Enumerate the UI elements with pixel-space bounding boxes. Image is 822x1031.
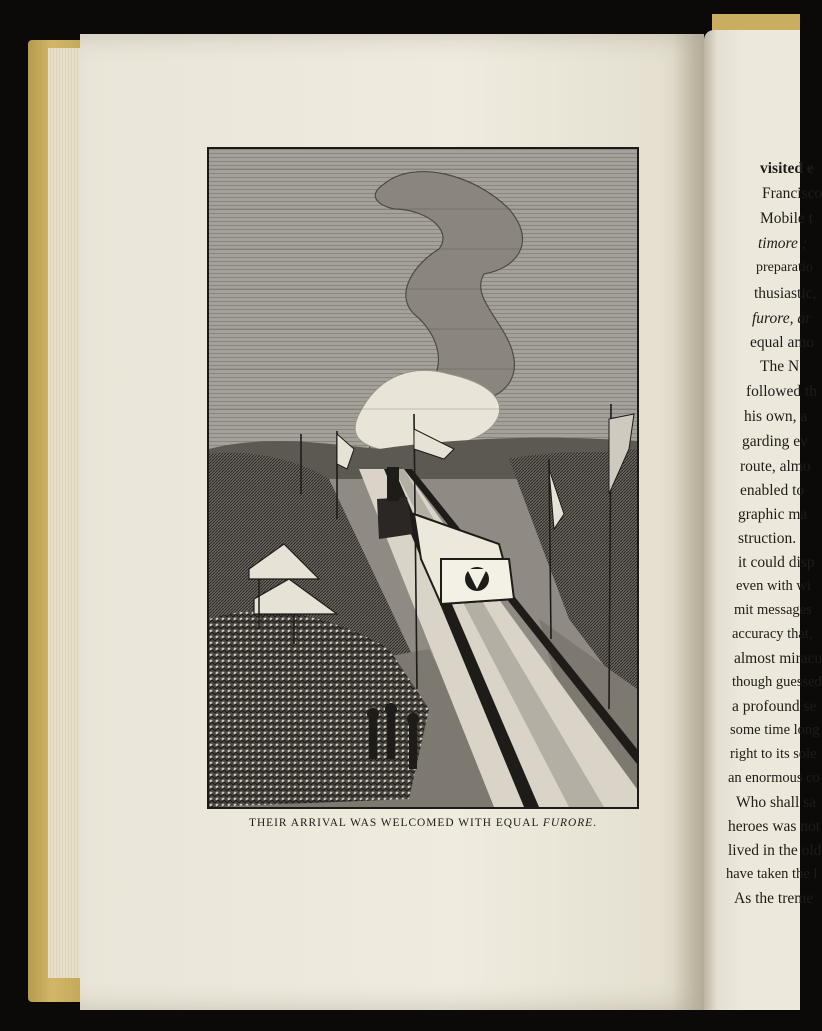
text-line: Mobile t — [760, 210, 813, 227]
text-line: equal amo — [750, 334, 815, 351]
text-line: his own, a — [744, 408, 808, 425]
text-line: The N — [760, 358, 800, 375]
text-line: some time long — [730, 722, 820, 738]
caption-emphasis: FURORE — [542, 817, 594, 829]
text-line: Who shall sa — [736, 794, 817, 811]
text-line: mit messages — [734, 602, 812, 618]
text-line: heroes was not — [728, 818, 821, 835]
text-line: almost miracu — [734, 650, 822, 667]
engraving-illustration — [207, 147, 639, 809]
right-page-text — [704, 30, 822, 1010]
text-line: accuracy that, — [732, 626, 813, 642]
text-line: preparatio — [756, 260, 813, 275]
text-line: Francisco — [762, 185, 822, 202]
text-line: right to its sole — [730, 746, 817, 762]
text-line: followed th — [746, 383, 818, 400]
text-line: graphic ma — [738, 506, 808, 523]
text-line: enabled to — [740, 482, 805, 499]
engraving-train-crowd-icon — [209, 149, 637, 807]
text-line: route, almo — [740, 458, 811, 475]
text-line: have taken the l — [726, 866, 818, 882]
illustration-caption — [207, 817, 639, 829]
text-line: visited e — [760, 160, 814, 177]
text-line: struction. — [738, 530, 797, 547]
text-line: an enormous co — [728, 770, 820, 786]
text-line: even with wi — [736, 578, 811, 594]
text-line: garding ev — [742, 433, 808, 450]
text-line: furore, ar — [752, 310, 812, 327]
caption-main: THEIR ARRIVAL WAS WELCOMED WITH EQUAL — [248, 817, 539, 829]
text-line: timore ; — [758, 235, 807, 252]
text-line: a profound se — [732, 698, 817, 715]
text-line: it could disp — [738, 554, 815, 571]
caption-end: . — [593, 817, 598, 829]
text-line: As the treme — [734, 890, 814, 907]
text-line: though guessed — [732, 674, 822, 690]
text-line: lived in the old — [728, 842, 822, 859]
text-line: thusiastic, — [754, 285, 817, 302]
